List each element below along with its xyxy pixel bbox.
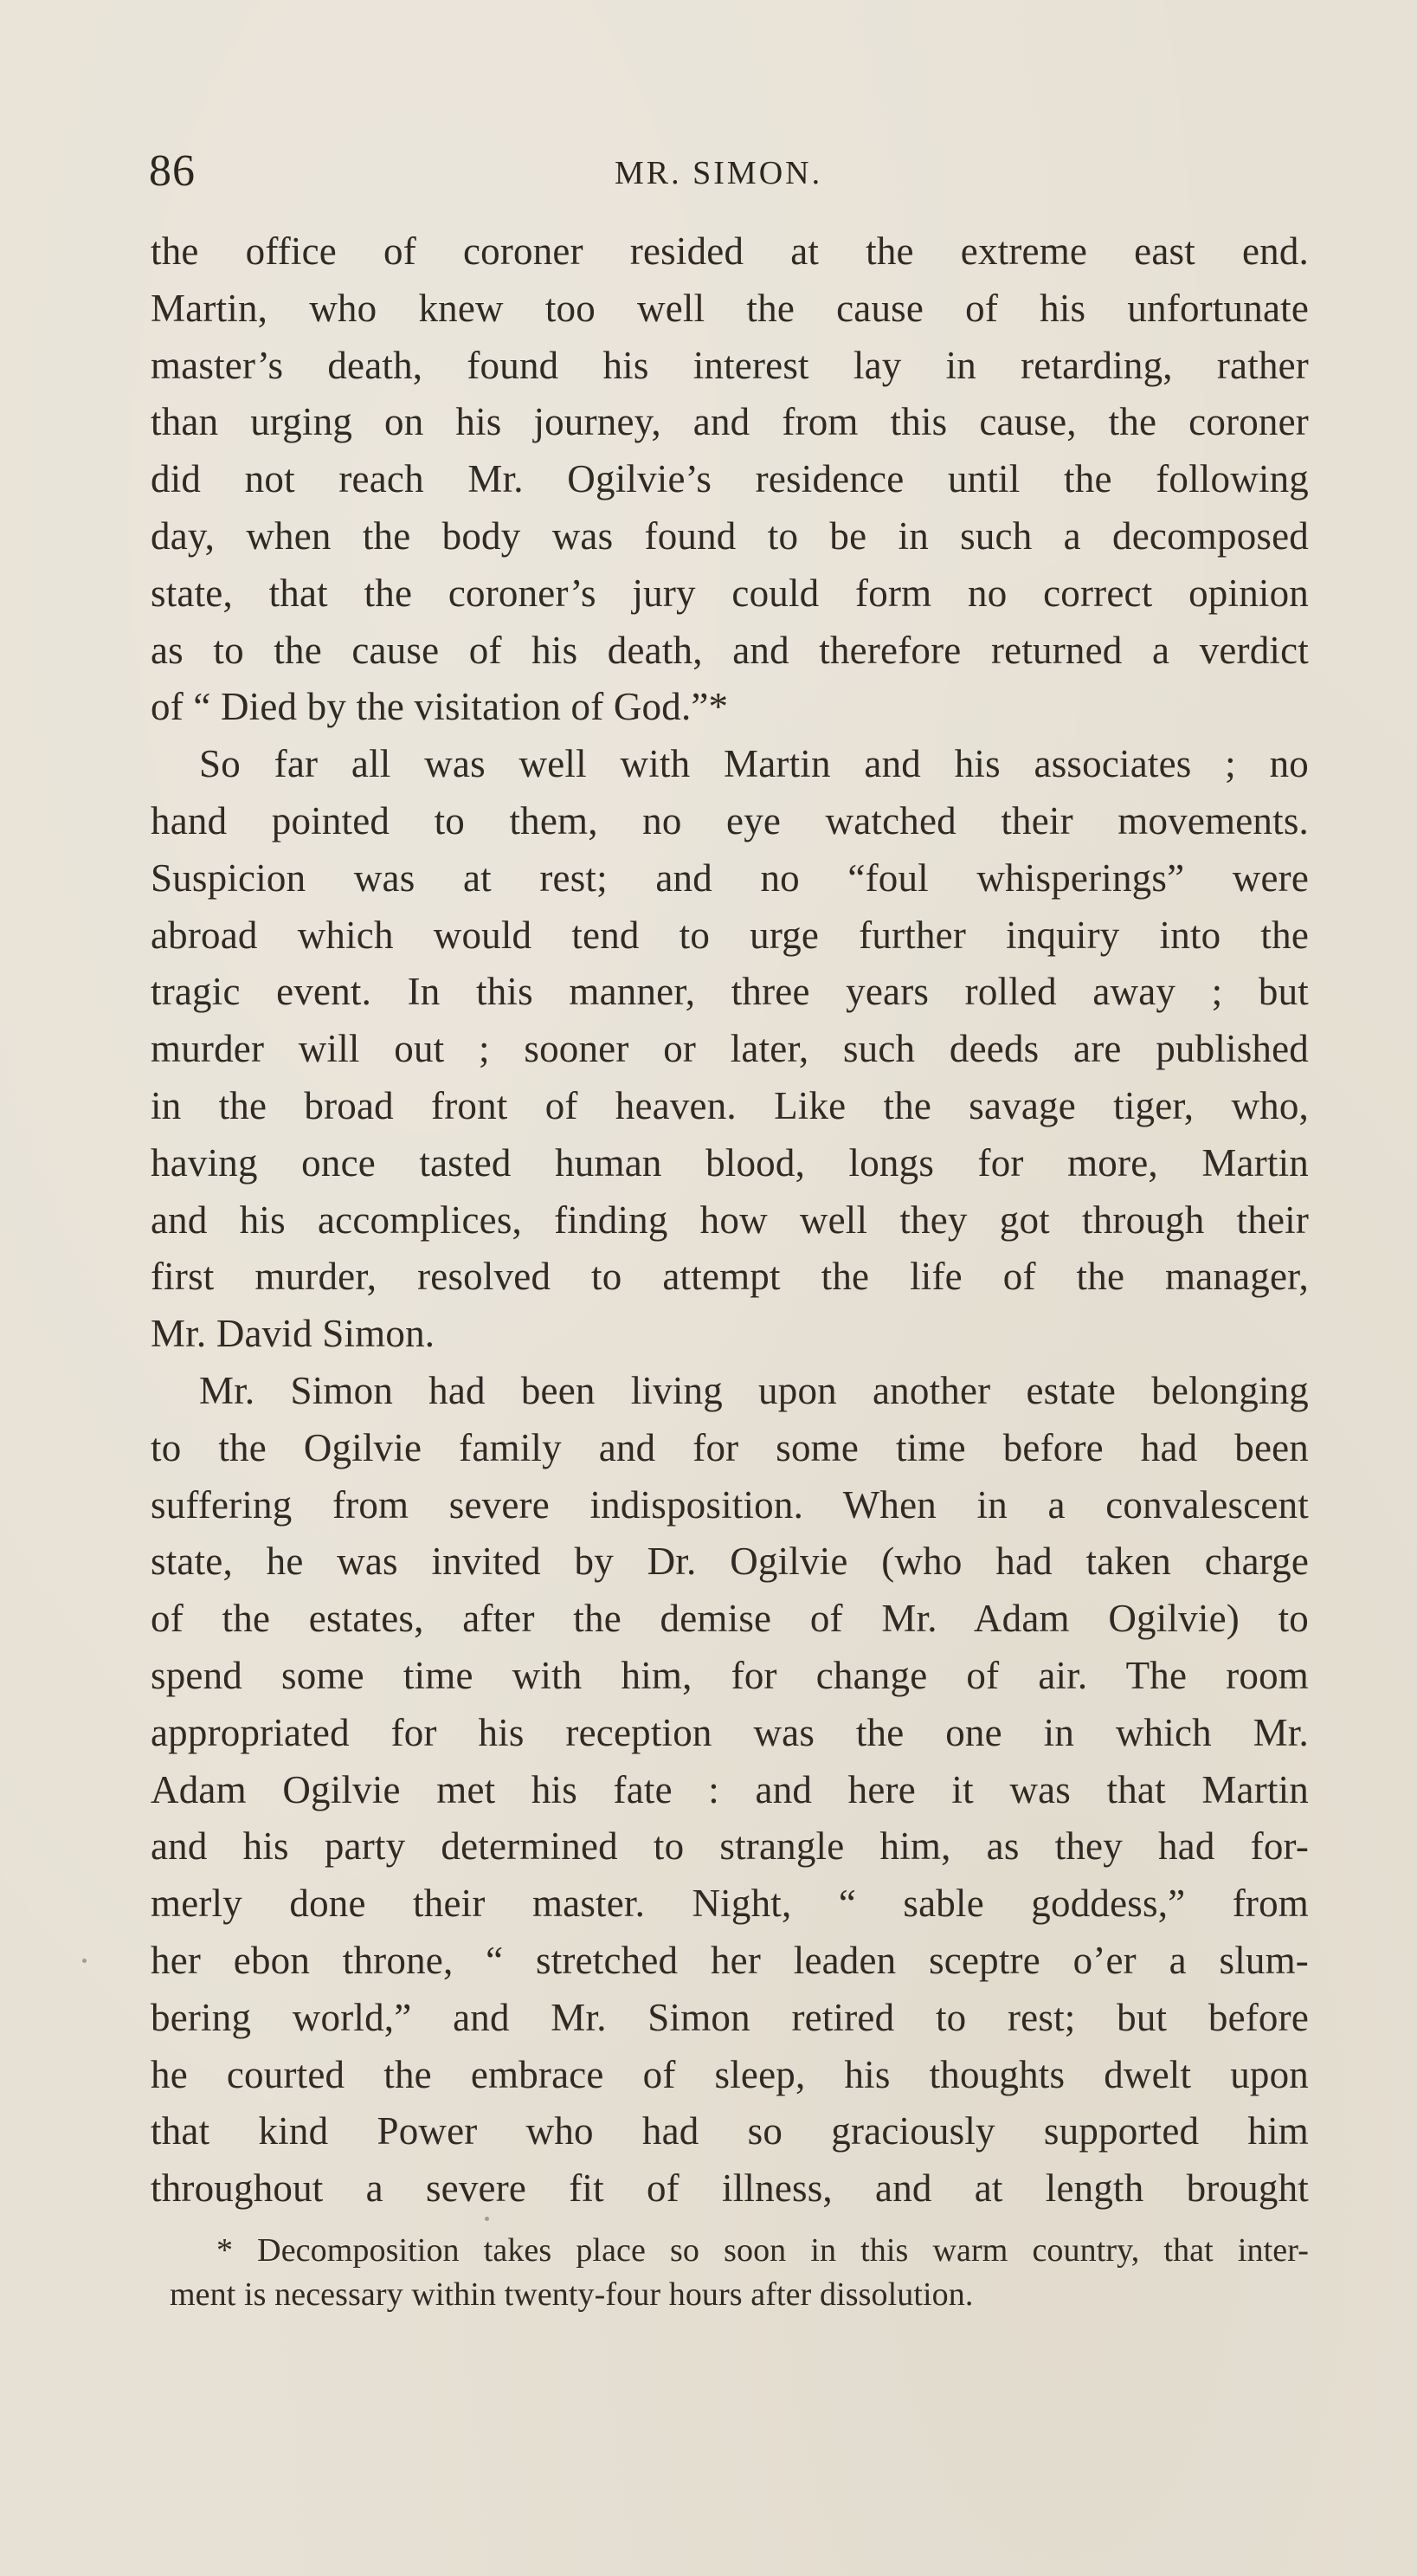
body-text — [151, 223, 1309, 2218]
page-number: 86 — [149, 146, 196, 196]
page-header — [149, 145, 1309, 197]
text-line: as to the cause of his death, and therefore returned a verdict — [151, 628, 1309, 672]
text-line: master’s death, found his interest lay in retarding, rather — [151, 343, 1309, 387]
paragraph-start-line: So far all was well with Martin and his associates ; no — [199, 742, 1309, 786]
ink-speck — [82, 1959, 87, 1963]
text-line: the office of coroner resided at the extreme east end. — [151, 229, 1309, 273]
paragraph-start-line: Mr. Simon had been living upon another estate belonging — [199, 1368, 1309, 1412]
text-line: merly done their master. Night, “ sable goddess,” from — [151, 1882, 1309, 1926]
text-line: throughout a severe fit of illness, and at length brought — [151, 2166, 1309, 2211]
text-line: Adam Ogilvie met his fate : and here it was that Martin — [151, 1767, 1309, 1811]
text-line: of “ Died by the visitation of God.”* — [151, 685, 729, 729]
text-line: day, when the body was found to be in such a decomposed — [151, 513, 1309, 558]
text-line: her ebon throne, “ stretched her leaden sceptre o’er a slum- — [151, 1938, 1309, 1982]
text-line: first murder, resolved to attempt the life of the manager, — [151, 1255, 1309, 1299]
text-line: state, he was invited by Dr. Ogilvie (who had taken charge — [151, 1540, 1309, 1584]
text-line: state, that the coroner’s jury could form no correct opinion — [151, 571, 1309, 615]
text-line: Martin, who knew too well the cause of his unfortunate — [151, 286, 1309, 330]
text-line: Suspicion was at rest; and no “foul whisperings” were — [151, 855, 1309, 900]
text-line: that kind Power who had so graciously supported him — [151, 2109, 1309, 2153]
text-line: bering world,” and Mr. Simon retired to rest; but before — [151, 1995, 1309, 2039]
text-line: and his party determined to strangle him, as they had for- — [151, 1824, 1309, 1869]
text-line: of the estates, after the demise of Mr. Adam Ogilvie) to — [151, 1597, 1309, 1641]
text-line: suffering from severe indisposition. When in a convalescent — [151, 1482, 1309, 1527]
footnote-line: * Decomposition takes place so soon in this warm country, that inter- — [216, 2232, 1309, 2269]
text-line: he courted the embrace of sleep, his thoughts dwelt upon — [151, 2052, 1309, 2096]
text-line: appropriated for his reception was the one in which Mr. — [151, 1710, 1309, 1754]
text-line: than urging on his journey, and from this cause, the coroner — [151, 400, 1309, 444]
text-line: murder will out ; sooner or later, such deeds are published — [151, 1027, 1309, 1071]
text-line: in the broad front of heaven. Like the savage tiger, who, — [151, 1083, 1309, 1127]
ink-speck — [485, 2217, 489, 2221]
text-line: tragic event. In this manner, three years rolled away ; but — [151, 970, 1309, 1014]
text-line: to the Ogilvie family and for some time before had been — [151, 1425, 1309, 1469]
text-line: Mr. David Simon. — [151, 1312, 435, 1356]
text-line: did not reach Mr. Ogilvie’s residence until the following — [151, 457, 1309, 501]
text-line: and his accomplices, finding how well they got through their — [151, 1198, 1309, 1242]
text-line: spend some time with him, for change of air. The room — [151, 1653, 1309, 1697]
text-line: hand pointed to them, no eye watched their movements. — [151, 798, 1309, 843]
text-line: having once tasted human blood, longs for more, Martin — [151, 1140, 1309, 1185]
text-line: abroad which would tend to urge further inquiry into the — [151, 913, 1309, 957]
footnote — [170, 2229, 1309, 2317]
footnote-line: ment is necessary within twenty-four hours after dissolution. — [170, 2276, 974, 2313]
running-head: MR. SIMON. — [615, 155, 823, 191]
